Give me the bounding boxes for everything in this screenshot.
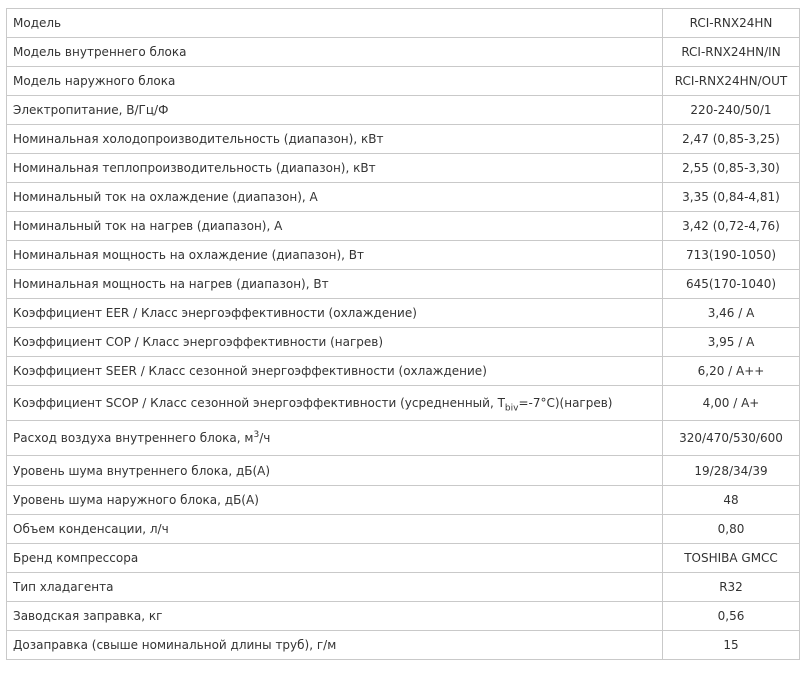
spec-label: Дозаправка (свыше номинальной длины труб), г/м — [7, 631, 663, 660]
spec-label: Номинальная холодопроизводительность (диапазон), кВт — [7, 125, 663, 154]
spec-label: Модель наружного блока — [7, 67, 663, 96]
spec-value: 220-240/50/1 — [663, 96, 800, 125]
spec-value: TOSHIBA GMCC — [663, 544, 800, 573]
spec-label: Номинальный ток на нагрев (диапазон), А — [7, 212, 663, 241]
spec-value: 48 — [663, 486, 800, 515]
spec-value: 320/470/530/600 — [663, 421, 800, 456]
spec-label: Объем конденсации, л/ч — [7, 515, 663, 544]
spec-label-superscript: 3 — [253, 430, 260, 440]
spec-label — [7, 421, 663, 456]
spec-value: 0,80 — [663, 515, 800, 544]
spec-label: Уровень шума наружного блока, дБ(А) — [7, 486, 663, 515]
spec-value: RCI-RNX24HN — [663, 9, 800, 38]
spec-value: RCI-RNX24HN/IN — [663, 38, 800, 67]
spec-row-seer — [7, 357, 800, 386]
spec-row-heating-capacity — [7, 154, 800, 183]
spec-value: 4,00 / A+ — [663, 386, 800, 421]
spec-row-indoor-model — [7, 38, 800, 67]
spec-label: Модель — [7, 9, 663, 38]
specifications-table — [6, 8, 800, 660]
spec-row-heating-current — [7, 212, 800, 241]
spec-row-condensation — [7, 515, 800, 544]
spec-label: Номинальная мощность на охлаждение (диапазон), Вт — [7, 241, 663, 270]
spec-row-eer — [7, 299, 800, 328]
spec-label-text: Расход воздуха внутреннего блока, м — [13, 431, 254, 445]
spec-value: 3,95 / A — [663, 328, 800, 357]
spec-row-compressor-brand — [7, 544, 800, 573]
spec-label-text-end: =-7°C)(нагрев) — [518, 396, 613, 410]
spec-value: 3,35 (0,84-4,81) — [663, 183, 800, 212]
spec-value: 2,55 (0,85-3,30) — [663, 154, 800, 183]
spec-row-additional-charge — [7, 631, 800, 660]
spec-value: 3,46 / A — [663, 299, 800, 328]
spec-row-factory-charge — [7, 602, 800, 631]
spec-label: Тип хладагента — [7, 573, 663, 602]
spec-label-text: Коэффициент SCOP / Класс сезонной энергоэффективности (усредненный, T — [13, 396, 505, 410]
spec-label: Номинальная теплопроизводительность (диапазон), кВт — [7, 154, 663, 183]
spec-row-airflow — [7, 421, 800, 456]
spec-label: Номинальный ток на охлаждение (диапазон), А — [7, 183, 663, 212]
spec-label: Коэффициент COP / Класс энергоэффективности (нагрев) — [7, 328, 663, 357]
spec-row-heating-power — [7, 270, 800, 299]
spec-row-refrigerant — [7, 573, 800, 602]
spec-label: Коэффициент EER / Класс энергоэффективности (охлаждение) — [7, 299, 663, 328]
spec-value: 19/28/34/39 — [663, 456, 800, 486]
spec-row-cooling-capacity — [7, 125, 800, 154]
spec-value: 6,20 / A++ — [663, 357, 800, 386]
spec-label: Бренд компрессора — [7, 544, 663, 573]
spec-row-model — [7, 9, 800, 38]
spec-value: 645(170-1040) — [663, 270, 800, 299]
spec-row-cop — [7, 328, 800, 357]
spec-label-subscript: biv — [504, 403, 519, 414]
spec-label: Электропитание, В/Гц/Ф — [7, 96, 663, 125]
spec-row-cooling-current — [7, 183, 800, 212]
spec-row-cooling-power — [7, 241, 800, 270]
spec-label: Коэффициент SEER / Класс сезонной энергоэффективности (охлаждение) — [7, 357, 663, 386]
spec-label: Номинальная мощность на нагрев (диапазон), Вт — [7, 270, 663, 299]
spec-value: 0,56 — [663, 602, 800, 631]
spec-label-text-end: /ч — [259, 431, 271, 445]
spec-label: Модель внутреннего блока — [7, 38, 663, 67]
spec-value: 15 — [663, 631, 800, 660]
spec-row-scop — [7, 386, 800, 421]
spec-label: Заводская заправка, кг — [7, 602, 663, 631]
spec-label — [7, 386, 663, 421]
spec-row-outdoor-noise — [7, 486, 800, 515]
spec-value: RCI-RNX24HN/OUT — [663, 67, 800, 96]
spec-value: 713(190-1050) — [663, 241, 800, 270]
spec-value: 2,47 (0,85-3,25) — [663, 125, 800, 154]
spec-value: 3,42 (0,72-4,76) — [663, 212, 800, 241]
spec-row-outdoor-model — [7, 67, 800, 96]
spec-value: R32 — [663, 573, 800, 602]
spec-row-indoor-noise — [7, 456, 800, 486]
spec-row-power-supply — [7, 96, 800, 125]
spec-label: Уровень шума внутреннего блока, дБ(А) — [7, 456, 663, 486]
